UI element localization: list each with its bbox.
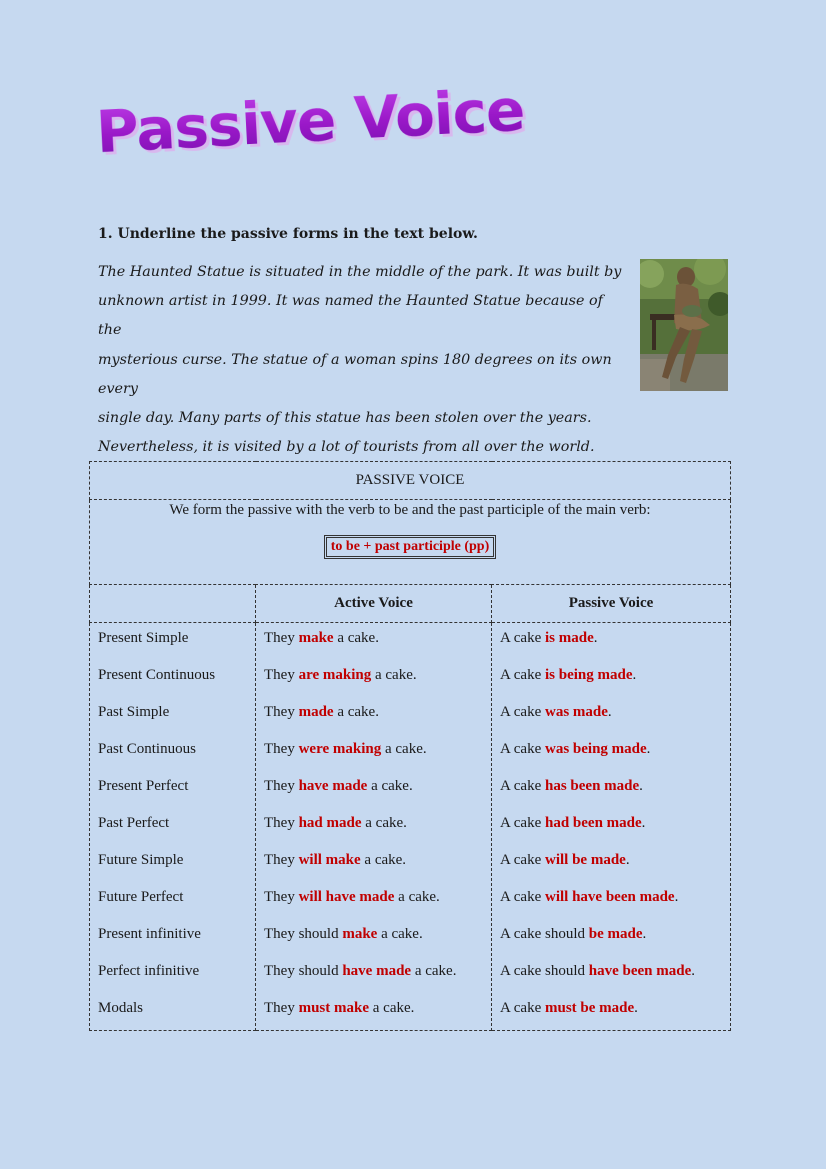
tense-label: Modals: [98, 1000, 143, 1016]
example-text: .: [607, 704, 612, 720]
active-example: [256, 808, 491, 845]
example-text: They: [264, 889, 299, 905]
active-voice-header: Active Voice: [256, 585, 492, 623]
passive-example: [492, 734, 730, 771]
passive-verb: must be made: [544, 1000, 635, 1016]
example-text: They: [264, 852, 299, 868]
reading-passage: [98, 258, 630, 462]
passive-verb: was made: [544, 704, 608, 720]
exercise-instruction: 1. Underline the passive forms in the text below.: [98, 226, 478, 242]
passive-example: [492, 808, 730, 845]
passive-verb: will have been made: [544, 889, 675, 905]
example-text: a cake.: [381, 741, 427, 757]
example-text: A cake should: [500, 963, 589, 979]
page-title: Passive Voice: [94, 75, 526, 166]
active-verb: were making: [298, 741, 382, 757]
example-text: A cake: [500, 630, 545, 646]
example-text: A cake: [500, 1000, 545, 1016]
passive-verb: will be made: [544, 852, 626, 868]
example-text: a cake.: [394, 889, 440, 905]
passive-voice-header: Passive Voice: [492, 585, 731, 623]
tense-label: Future Perfect: [98, 889, 184, 905]
passive-verb: is being made: [544, 667, 633, 683]
example-text: a cake.: [411, 963, 457, 979]
passive-example: [492, 623, 730, 660]
passage-line: mysterious curse. The statue of a woman spins 180 degrees on its own every: [98, 351, 612, 397]
passive-example: [492, 956, 730, 993]
active-example: [256, 993, 491, 1030]
passage-line: single day. Many parts of this statue has been stolen over the years.: [98, 410, 592, 427]
example-text: A cake: [500, 667, 545, 683]
example-text: a cake.: [361, 815, 407, 831]
example-text: a cake.: [360, 852, 407, 868]
active-verb: make: [298, 630, 334, 646]
active-example: [256, 956, 491, 993]
active-example: [256, 771, 491, 808]
rule-text-part: of the main verb:: [543, 502, 651, 518]
example-text: They should: [264, 926, 343, 942]
passage-line: The Haunted Statue is situated in the middle of the park. It was built by: [98, 264, 622, 280]
statue-photo: [640, 259, 728, 391]
active-verb: made: [298, 704, 334, 720]
example-text: They: [264, 630, 299, 646]
example-text: .: [625, 852, 630, 868]
statue-image: [640, 259, 728, 391]
passive-column: [492, 623, 731, 1031]
tense-label: Present Continuous: [98, 667, 216, 683]
example-text: a cake.: [371, 667, 417, 683]
rule-text-part: and: [408, 502, 438, 518]
example-text: They: [264, 704, 299, 720]
tense-label: Past Simple: [98, 704, 170, 720]
example-text: a cake.: [333, 704, 379, 720]
table-heading: PASSIVE VOICE: [90, 462, 731, 500]
active-verb: must make: [298, 1000, 369, 1016]
example-text: .: [593, 630, 598, 646]
example-text: .: [642, 926, 647, 942]
passive-verb: was being made: [544, 741, 647, 757]
passive-verb: be made: [588, 926, 643, 942]
passive-verb: has been made: [544, 778, 640, 794]
rule-past-participle: the past participle: [437, 502, 544, 518]
example-text: They: [264, 667, 299, 683]
example-text: .: [674, 889, 679, 905]
example-text: A cake: [500, 815, 545, 831]
example-text: A cake: [500, 741, 545, 757]
active-verb: will have made: [298, 889, 395, 905]
tense-label: Perfect infinitive: [98, 963, 200, 979]
tense-label: Present Simple: [98, 630, 189, 646]
active-verb: have made: [298, 778, 368, 794]
example-text: .: [639, 778, 643, 794]
example-text: They: [264, 778, 299, 794]
active-verb: are making: [298, 667, 372, 683]
passive-example: [492, 993, 730, 1030]
passive-example: [492, 771, 730, 808]
example-text: a cake.: [377, 926, 423, 942]
example-text: .: [646, 741, 651, 757]
example-text: A cake should: [500, 926, 589, 942]
active-example: [256, 697, 491, 734]
active-example: [256, 845, 491, 882]
example-text: a cake.: [369, 1000, 415, 1016]
example-text: .: [691, 963, 695, 979]
passive-example: [492, 919, 730, 956]
tense-label: Future Simple: [98, 852, 184, 868]
passive-verb: is made: [544, 630, 594, 646]
example-text: A cake: [500, 778, 545, 794]
example-text: They: [264, 741, 299, 757]
tense-column: [90, 623, 256, 1031]
example-text: .: [634, 1000, 638, 1016]
active-verb: make: [342, 926, 378, 942]
example-text: a cake.: [333, 630, 379, 646]
active-verb: had made: [298, 815, 362, 831]
example-text: A cake: [500, 704, 545, 720]
example-text: A cake: [500, 889, 545, 905]
active-example: [256, 660, 491, 697]
example-text: They: [264, 1000, 299, 1016]
rule-to-be: to be: [378, 502, 409, 518]
empty-header-cell: [90, 585, 256, 623]
formula-wrap: [90, 535, 730, 559]
tense-label: Present infinitive: [98, 926, 201, 942]
example-text: A cake: [500, 852, 545, 868]
example-text: They should: [264, 963, 343, 979]
passive-example: [492, 660, 730, 697]
example-text: They: [264, 815, 299, 831]
passage-line: unknown artist in 1999. It was named the Haunted Statue because of the: [98, 293, 603, 339]
tense-label: Present Perfect: [98, 778, 189, 794]
active-example: [256, 623, 491, 660]
passive-example: [492, 845, 730, 882]
example-text: a cake.: [367, 778, 413, 794]
passive-verb: have been made: [588, 963, 692, 979]
passive-example: [492, 697, 730, 734]
active-column: [256, 623, 492, 1031]
tense-label: Past Continuous: [98, 741, 196, 757]
formula-box: to be + past participle (pp): [324, 535, 496, 559]
rule-text-part: We form the passive with the verb: [169, 502, 379, 518]
active-example: [256, 734, 491, 771]
passive-example: [492, 882, 730, 919]
active-example: [256, 882, 491, 919]
tense-label: Past Perfect: [98, 815, 170, 831]
rule-text: [90, 500, 730, 519]
rule-cell: [90, 500, 731, 585]
example-text: .: [641, 815, 646, 831]
passive-verb: had been made: [544, 815, 642, 831]
active-verb: will make: [298, 852, 361, 868]
active-example: [256, 919, 491, 956]
passage-line: Nevertheless, it is visited by a lot of tourists from all over the world.: [98, 439, 595, 456]
active-verb: have made: [342, 963, 412, 979]
example-text: .: [632, 667, 637, 683]
passive-voice-table: [89, 461, 731, 1031]
